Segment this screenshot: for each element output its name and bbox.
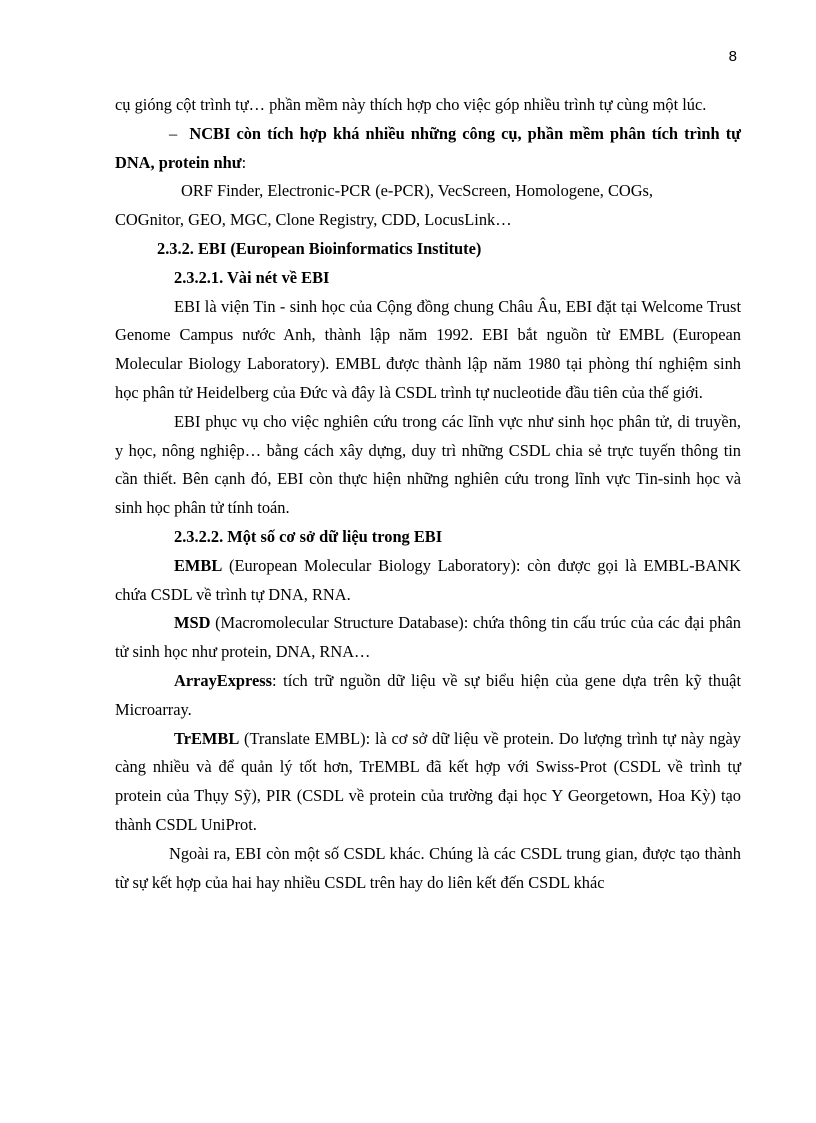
term-trembl: TrEMBL	[174, 728, 240, 748]
paragraph-msd	[115, 609, 741, 667]
paragraph-arrayexpress	[115, 667, 741, 725]
desc-arrayexpress: : tích trữ nguồn dữ liệu về sự biểu hiện của gene dựa trên kỹ thuật Microarray.	[115, 670, 741, 719]
subsection-heading-ebi-databases: 2.3.2.2. Một số cơ sở dữ liệu trong EBI	[174, 526, 443, 546]
paragraph-ebi-services: EBI phục vụ cho việc nghiên cứu trong các lĩnh vực như sinh học phân tử, di truyền, y học, nông nghiệp… bằng cách xây dựng, duy trì những CSDL chia sẻ trực tuyến thông tin cần thiết. Bên cạnh đó, EBI còn thực hiện những nghiên cứu trong lĩnh vực Tin-sinh học và sinh học phân tử tính toán.	[115, 411, 741, 518]
paragraph-ebi-history: EBI là viện Tin - sinh học của Cộng đồng chung Châu Âu, EBI đặt tại Welcome Trust Genome Campus nước Anh, thành lập năm 1992. EBI bắt nguồn từ EMBL (European Molecular Biology Laboratory). EMBL được thành lập năm 1980 tại phòng thí nghiệm sinh học phân tử Heidelberg của Đức và đây là CSDL trình tự nucleotide đầu tiên của thế giới.	[115, 296, 741, 402]
desc-embl: (European Molecular Biology Laboratory): còn được gọi là EMBL-BANK chứa CSDL về trình tự DNA, RNA.	[115, 555, 741, 604]
ncbi-tools-intro-colon: :	[241, 152, 247, 172]
term-embl: EMBL	[174, 555, 223, 575]
ncbi-tools-intro	[115, 120, 741, 178]
page-number: 8	[728, 48, 737, 65]
paragraph-embl	[115, 552, 741, 610]
subsection-heading-ebi-overview: 2.3.2.1. Vài nét về EBI	[174, 267, 330, 287]
paragraph-trembl	[115, 725, 741, 840]
ncbi-tools-intro-bold: NCBI còn tích hợp khá nhiều những công cụ, phần mềm phân tích trình tự DNA, protein như	[115, 123, 741, 172]
dash-bullet: –	[169, 123, 178, 143]
section-heading-ebi: 2.3.2. EBI (European Bioinformatics Institute)	[157, 238, 482, 258]
tools-list-line1: ORF Finder, Electronic-PCR (e-PCR), VecScreen, Homologene, COGs,	[181, 181, 654, 201]
page-body	[115, 91, 741, 897]
desc-msd: (Macromolecular Structure Database): chứa thông tin cấu trúc của các đại phân tử sinh học như protein, DNA, RNA…	[115, 613, 741, 662]
paragraph-other-databases: Ngoài ra, EBI còn một số CSDL khác. Chúng là các CSDL trung gian, được tạo thành từ sự kết hợp của hai hay nhiều CSDL trên hay do liên kết đến CSDL khác	[115, 843, 741, 892]
term-msd: MSD	[174, 613, 211, 633]
term-arrayexpress: ArrayExpress	[174, 670, 273, 690]
paragraph-continuation: cụ gióng cột trình tự… phần mềm này thích hợp cho việc góp nhiều trình tự cùng một lúc.	[115, 95, 707, 114]
desc-trembl: (Translate EMBL): là cơ sở dữ liệu về protein. Do lượng trình tự này ngày càng nhiều và để quản lý tốt hơn, TrEMBL đã kết hợp với Swiss-Prot (CSDL về trình tự protein của Thụy Sỹ), PIR (CSDL về protein của trường đại học Y Georgetown, Hoa Kỳ) tạo thành CSDL UniProt.	[115, 728, 741, 834]
tools-list-line2: COGnitor, GEO, MGC, Clone Registry, CDD, LocusLink…	[115, 210, 512, 230]
